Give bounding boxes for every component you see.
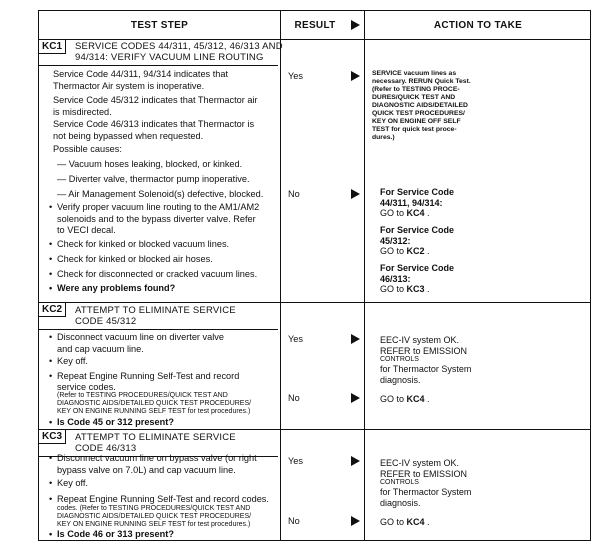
kc1-cause-2: — Diverter valve, thermactor pump inoperative.: [57, 174, 250, 184]
title-divider: [39, 65, 278, 66]
kc1-cause-3: — Air Management Solenoid(s) defective, blocked.: [57, 189, 264, 199]
kc1-para-3: Service Code 46/313 indicates that Thermactor is not being bypassed when requested.: [53, 119, 255, 141]
kc2-reference: (Refer to TESTING PROCEDURES/QUICK TEST AND DIAGNOSTIC AIDS/DETAILED QUICK TEST PROCEDURES/ KEY ON ENGINE RUNNING SELF TEST for test procedures.): [57, 392, 252, 415]
arrow-right-icon: [351, 516, 360, 526]
kc3-action-yes: EEC-IV system OK. REFER to EMISSION CONTROLS for Thermactor System diagnosis.: [380, 458, 472, 508]
arrow-right-icon: [351, 393, 360, 403]
header-divider: [39, 39, 590, 40]
kc3-bullet-3: • Repeat Engine Running Self-Test and record codes.: [57, 494, 269, 506]
kc1-action-no-1: For Service Code 44/311, 94/314: GO to KC4 .: [380, 187, 455, 218]
header-result: RESULT: [294, 19, 336, 31]
kc3-reference: codes. (Refer to TESTING PROCEDURES/QUICK TEST AND DIAGNOSTIC AIDS/DETAILED QUICK TEST PROCEDURES/ KEY ON ENGINE RUNNING SELF TEST for test procedures.): [57, 505, 252, 528]
kc1-para-2: Service Code 45/312 indicates that Thermactor air is misdirected.: [53, 95, 258, 117]
kc2-bullet-2: • Key off.: [57, 356, 88, 368]
kc2-action-yes: EEC-IV system OK. REFER to EMISSION CONTROLS for Thermactor System diagnosis.: [380, 335, 472, 385]
arrow-right-icon: [351, 456, 360, 466]
kc1-action-yes: SERVICE vacuum lines as necessary. RERUN Quick Test. (Refer to TESTING PROCE- DURES/QUICK TEST AND DIAGNOSTIC AIDS/DETAILED QUICK TEST PROCEDURES/ KEY ON ENGINE OFF SELF TEST for quick test proce- dures.): [372, 70, 471, 141]
kc2-action-no: GO to KC4 .: [380, 394, 430, 404]
kc1-para-1: Service Code 44/311, 94/314 indicates that Thermactor Air system is inoperative.: [53, 69, 229, 91]
kc1-result-yes: Yes: [288, 71, 303, 81]
step-id-kc1: KC1: [39, 40, 66, 54]
kc1-bullet-3: • Check for kinked or blocked air hoses.: [57, 254, 213, 266]
kc1-result-no: No: [288, 189, 300, 199]
kc1-cause-1: — Vacuum hoses leaking, blocked, or kinked.: [57, 159, 243, 169]
kc1-possible-causes: Possible causes:: [53, 144, 122, 154]
kc2-result-no: No: [288, 393, 300, 403]
kc2-bullet-3: • Repeat Engine Running Self-Test and record service codes.: [57, 371, 239, 392]
step-id-kc3: KC3: [39, 430, 66, 444]
kc1-action-no-3: For Service Code 46/313: GO to KC3 .: [380, 263, 455, 294]
kc2-question: • Is Code 45 or 312 present?: [57, 417, 174, 429]
arrow-right-icon: [351, 71, 360, 81]
step-id-kc2: KC2: [39, 303, 66, 317]
step-title-kc1: SERVICE CODES 44/311, 45/312, 46/313 AND 94/314: VERIFY VACUUM LINE ROUTING: [75, 41, 283, 63]
kc3-result-yes: Yes: [288, 456, 303, 466]
kc3-action-no: GO to KC4 .: [380, 517, 430, 527]
column-divider: [280, 11, 281, 540]
kc2-result-yes: Yes: [288, 334, 303, 344]
title-divider: [39, 329, 278, 330]
kc3-bullet-1: • Disconnect vacuum line on bypass valve (or right bypass valve on 7.0L) and cap vacuum line.: [57, 453, 257, 476]
arrow-right-icon: [351, 334, 360, 344]
diagnostic-table: [38, 10, 591, 541]
kc1-bullet-4: • Check for disconnected or cracked vacuum lines.: [57, 269, 257, 281]
step-title-kc3: ATTEMPT TO ELIMINATE SERVICE CODE 46/313: [75, 432, 236, 454]
header-action: ACTION TO TAKE: [433, 19, 523, 31]
kc1-question: • Were any problems found?: [57, 283, 175, 295]
step-divider: [39, 302, 590, 303]
kc3-bullet-2: • Key off.: [57, 478, 88, 490]
step-divider: [39, 429, 590, 430]
column-divider: [364, 11, 365, 540]
kc3-question: • Is Code 46 or 313 present?: [57, 529, 174, 541]
kc3-result-no: No: [288, 516, 300, 526]
kc1-action-no-2: For Service Code 45/312: GO to KC2 .: [380, 225, 455, 256]
kc2-bullet-1: • Disconnect vacuum line on diverter valve and cap vacuum line.: [57, 332, 224, 355]
step-title-kc2: ATTEMPT TO ELIMINATE SERVICE CODE 45/312: [75, 305, 236, 327]
header-test-step: TEST STEP: [130, 19, 189, 31]
kc1-bullet-2: • Check for kinked or blocked vacuum lines.: [57, 239, 229, 251]
kc1-bullet-1: • Verify proper vacuum line routing to the AM1/AM2 solenoids and to the bypass diverter valve. Refer to VECI decal.: [57, 202, 259, 237]
arrow-right-icon: [351, 20, 360, 30]
arrow-right-icon: [351, 189, 360, 199]
